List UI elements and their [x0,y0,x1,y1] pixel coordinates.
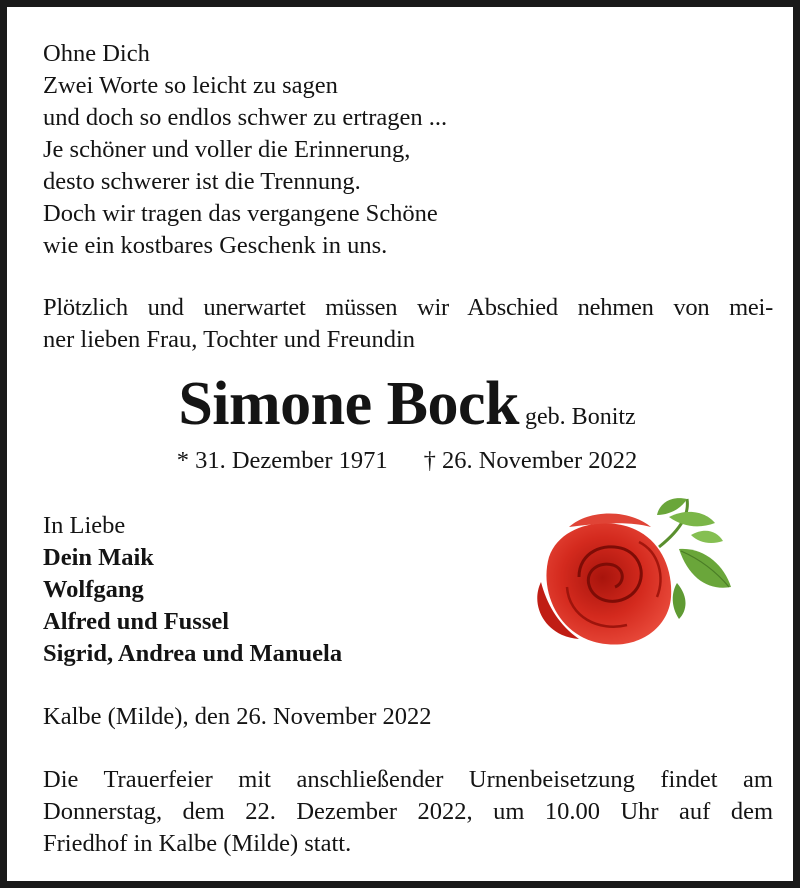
birth-name: geb. Bonitz [525,404,636,430]
funeral-notice [43,764,773,860]
announcement-line: Plötzlich und unerwartet müssen wir Abschied nehmen von mei- [43,294,773,321]
life-dates [7,445,800,477]
poem-line: Zwei Worte so leicht zu sagen [43,72,338,99]
poem-line: Doch wir tragen das vergangene Schöne [43,200,438,227]
mourner-name: Wolfgang [43,576,144,603]
poem-line: wie ein kostbares Geschenk in uns. [43,232,388,259]
deceased-name: Simone Bock [178,370,520,438]
deceased-name-row [7,367,800,441]
place-and-date: Kalbe (Milde), den 26. November 2022 [43,703,432,730]
death-date: † 26. November 2022 [423,447,638,474]
mourner-name: Dein Maik [43,544,154,571]
announcement-line: ner lieben Frau, Tochter und Freundin [43,326,416,353]
mourner-name: Alfred und Fussel [43,608,230,635]
funeral-notice-line: Die Trauerfeier mit anschließender Urnenbeisetzung findet am [43,766,773,793]
poem [43,38,773,262]
poem-line: Ohne Dich [43,40,150,67]
funeral-notice-line: Friedhof in Kalbe (Milde) statt. [43,830,352,857]
mourners-intro: In Liebe [43,512,126,539]
mourner-name: Sigrid, Andrea und Manuela [43,640,343,667]
poem-line: Je schöner und voller die Erinnerung, [43,136,411,163]
red-rose-icon [519,487,739,652]
poem-line: und doch so endlos schwer zu ertragen ... [43,104,448,131]
birth-date: * 31. Dezember 1971 [176,447,388,474]
announcement-text [43,292,773,356]
funeral-notice-line: Donnerstag, dem 22. Dezember 2022, um 10.00 Uhr auf dem [43,798,773,825]
poem-line: desto schwerer ist die Trennung. [43,168,361,195]
